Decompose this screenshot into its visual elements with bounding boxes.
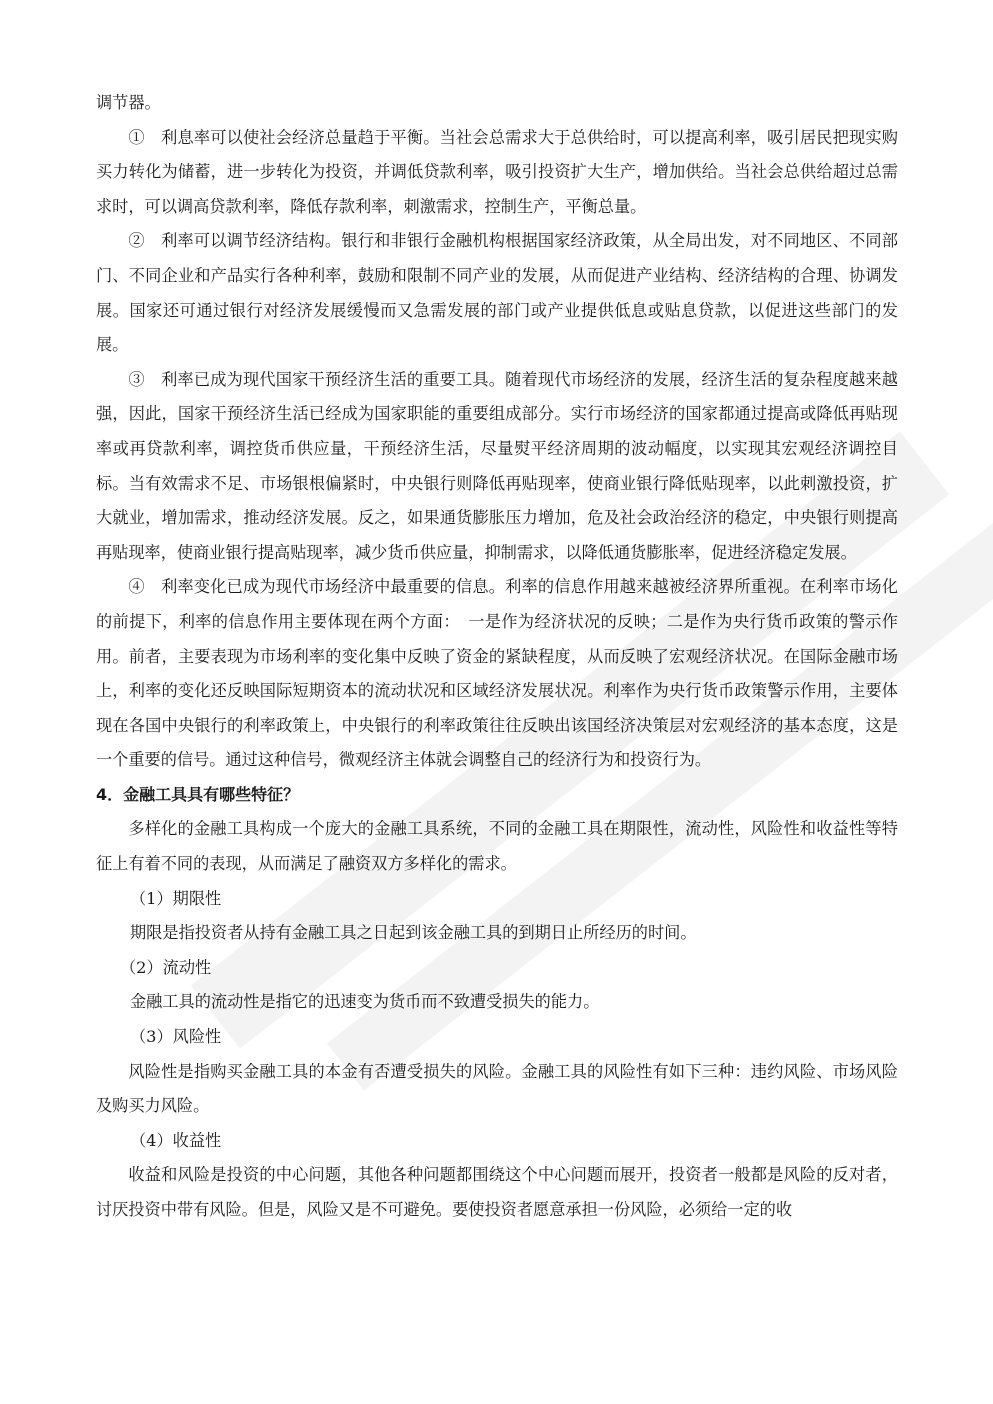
paragraph-item-4: ④ 利率变化已成为现代市场经济中最重要的信息。利率的信息作用越来越被经济界所重视。在利率市场化的前提下，利率的信息作用主要体现在两个方面： 一是作为经济状况的反映；二是作为央行货币政策的警示作用。前者，主要表现为市场利率的变化集中反映了资金的紧缺程度，从而反映了宏观经济状况。在国际金融市场上，利率的变化还反映国际短期资本的流动状况和区域经济发展状况。利率作为央行货币政策警示作用，主要体现在各国中央银行的利率政策上，中央银行的利率政策往往反映出该国经济决策层对宏观经济的基本态度，这是一个重要的信号。通过这种信号，微观经济主体就会调整自己的经济行为和投资行为。 (96, 577, 898, 770)
paragraph: 收益和风险是投资的中心问题，其他各种问题都围绕这个中心问题而展开，投资者一般都是风险的反对者，讨厌投资中带有风险。但是，风险又是不可避免。要使投资者愿意承担一份风险，必须给一定的收 (96, 1165, 898, 1219)
paragraph-item-1: ① 利息率可以使社会经济总量趋于平衡。当社会总需求大于总供给时，可以提高利率，吸引居民把现实购买力转化为储蓄，进一步转化为投资，并调低贷款利率，吸引投资扩大生产，增加供给。当社会总供给超过总需求时，可以调高贷款利率，降低存款利率，刺激需求，控制生产，平衡总量。 (96, 127, 898, 216)
paragraph: 风险性是指购买金融工具的本金有否遭受损失的风险。金融工具的风险性有如下三种：违约风险、市场风险及购买力风险。 (96, 1061, 898, 1116)
paragraph: 金融工具的流动性是指它的迅速变为货币而不致遭受损失的能力。 (130, 992, 600, 1012)
subheading-term: （1）期限性 (130, 888, 222, 908)
document-page (96, 86, 898, 1228)
paragraph: 多样化的金融工具构成一个庞大的金融工具系统，不同的金融工具在期限性，流动性，风险性和收益性等特征上有着不同的表现，从而满足了融资双方多样化的需求。 (96, 819, 898, 874)
subheading-liquidity: （2）流动性 (120, 957, 212, 977)
paragraph-item-2: ② 利率可以调节经济结构。银行和非银行金融机构根据国家经济政策，从全局出发，对不同地区、不同部门、不同企业和产品实行各种利率，鼓励和限制不同产业的发展，从而促进产业结构、经济结构的合理、协调发展。国家还可通过银行对经济发展缓慢而又急需发展的部门或产业提供低息或贴息贷款，以促进这些部门的发展。 (96, 231, 898, 355)
subheading-risk: （3）风险性 (130, 1027, 222, 1047)
paragraph: 期限是指投资者从持有金融工具之日起到该金融工具的到期日止所经历的时间。 (130, 923, 697, 943)
paragraph-item-3: ③ 利率已成为现代国家干预经济生活的重要工具。随着现代市场经济的发展，经济生活的复杂程度越来越强，因此，国家干预经济生活已经成为国家职能的重要组成部分。实行市场经济的国家都通过提高或降低再贴现率或再贷款利率，调控货币供应量，干预经济生活，尽量熨平经济周期的波动幅度，以实现其宏观经济调控目标。当有效需求不足、市场银根偏紧时，中央银行则降低再贴现率，使商业银行降低贴现率，以此刺激投资，扩大就业，增加需求，推动经济发展。反之，如果通货膨胀压力增加，危及社会政治经济的稳定，中央银行则提高再贴现率，使商业银行提高贴现率，减少货币供应量，抑制需求，以降低通货膨胀率，促进经济稳定发展。 (96, 369, 898, 562)
paragraph: 调节器。 (96, 93, 161, 112)
subheading-return: （4）收益性 (130, 1130, 222, 1150)
section-heading: 4．金融工具具有哪些特征？ (96, 784, 300, 804)
